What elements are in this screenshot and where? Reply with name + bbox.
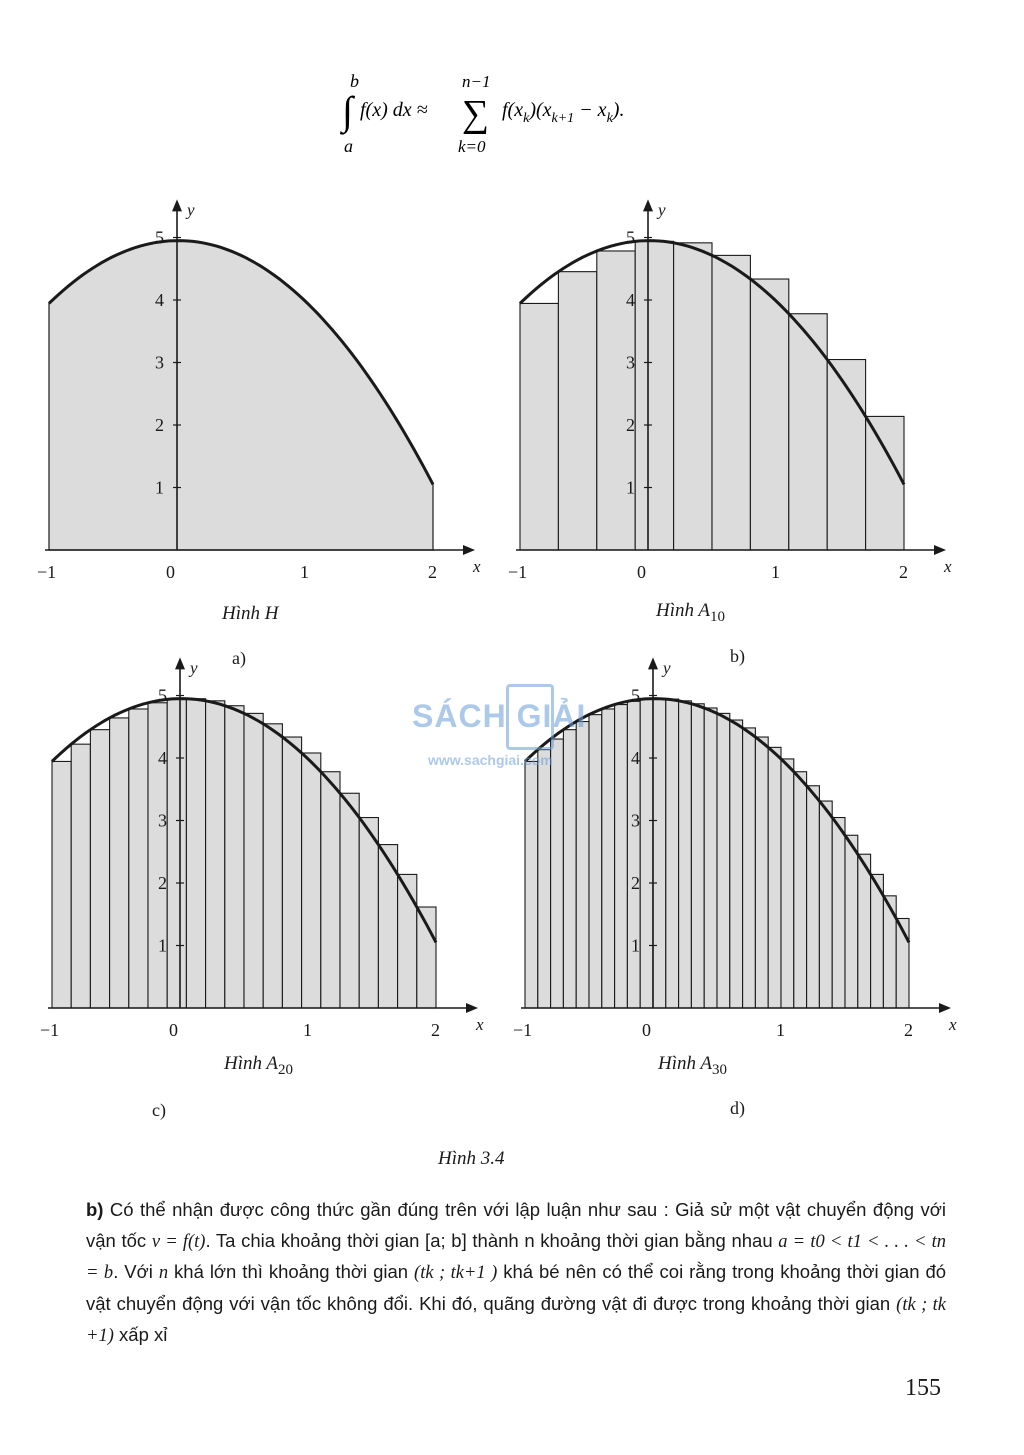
riemann-bar xyxy=(750,279,788,550)
riemann-bar xyxy=(730,720,743,1008)
watermark-title: SÁCH GIẢI xyxy=(412,698,587,734)
riemann-bar xyxy=(551,739,564,1008)
y-axis-label: y xyxy=(190,658,198,678)
riemann-bar xyxy=(186,699,205,1008)
paragraph-text-4: khá lớn thì khoảng thời gian xyxy=(168,1261,415,1282)
riemann-bar xyxy=(866,416,904,550)
riemann-bar xyxy=(858,854,871,1008)
y-tick-label: 5 xyxy=(626,227,635,248)
riemann-bar xyxy=(525,761,538,1008)
riemann-bar xyxy=(755,737,768,1008)
y-tick-label: 4 xyxy=(158,748,167,768)
x-tick-label: 0 xyxy=(169,1020,178,1040)
riemann-bar xyxy=(52,761,71,1008)
watermark-url: www.sachgiai.com xyxy=(428,752,553,768)
y-axis-label: y xyxy=(658,200,666,220)
riemann-bar xyxy=(615,705,628,1008)
label-c: c) xyxy=(152,1100,166,1120)
interval-expr-1: (tk ; tk+1 ) xyxy=(414,1263,498,1283)
y-axis-arrow xyxy=(175,657,185,669)
area-under-curve xyxy=(49,241,433,550)
formula-graphic xyxy=(330,70,730,165)
velocity-expr: v = f(t) xyxy=(151,1231,206,1252)
y-axis-arrow xyxy=(172,199,182,211)
riemann-bar xyxy=(520,303,558,550)
riemann-bar xyxy=(653,699,666,1008)
x-axis-label: x xyxy=(949,1015,957,1034)
riemann-bar xyxy=(302,753,321,1008)
x-axis-arrow xyxy=(939,1003,951,1013)
y-tick-label: 5 xyxy=(631,685,640,706)
caption-hinh-a20: Hình $A_{20}$ xyxy=(224,1053,294,1078)
y-axis-arrow xyxy=(643,199,653,211)
caption-hinh-a30: Hình $A_{30}$ xyxy=(658,1053,728,1078)
integral-sign: ∫ xyxy=(342,88,353,133)
riemann-bar xyxy=(640,699,653,1008)
paragraph-text-1: Có thể nhận được công thức gần đúng trên với lập luận như sau : Giả sử một vật chuyển động với vận tốc xyxy=(86,1199,946,1251)
riemann-bar xyxy=(110,718,129,1008)
y-tick-label: 2 xyxy=(626,415,635,435)
paragraph-text-6: xấp xỉ xyxy=(113,1324,168,1345)
caption-hinh-a10: Hình $A_{10}$ xyxy=(656,600,726,625)
riemann-bar xyxy=(167,699,186,1008)
paragraph-text-3: . Với xyxy=(113,1261,159,1282)
n-var: n xyxy=(158,1263,169,1283)
riemann-bar xyxy=(768,747,781,1008)
chart-hinh-h xyxy=(20,190,480,590)
y-tick-label: 1 xyxy=(626,477,635,498)
x-tick-label: 2 xyxy=(904,1020,913,1040)
label-a: a) xyxy=(232,648,246,668)
x-tick-label: 2 xyxy=(899,562,908,582)
y-tick-label: 2 xyxy=(155,415,164,435)
x-tick-label: 1 xyxy=(771,562,780,582)
label-d: d) xyxy=(730,1098,745,1118)
paragraph-lead: b) xyxy=(86,1199,104,1220)
x-axis-label: x xyxy=(476,1015,484,1034)
integrand: f(x) dx ≈ xyxy=(360,99,428,121)
sum-sign: ∑ xyxy=(462,93,490,135)
watermark xyxy=(412,680,612,775)
y-tick-label: 3 xyxy=(631,810,640,831)
riemann-bar xyxy=(712,255,750,550)
y-tick-label: 2 xyxy=(158,873,167,893)
interval-expr-2: (tk ; tk +1) xyxy=(86,1294,946,1346)
riemann-bar xyxy=(691,704,704,1008)
riemann-bar xyxy=(679,701,692,1008)
y-axis-arrow xyxy=(648,657,658,669)
riemann-bar xyxy=(359,818,378,1008)
riemann-bar xyxy=(225,706,244,1008)
figure-caption: Hình 3.4 xyxy=(438,1148,505,1169)
y-tick-label: 3 xyxy=(158,810,167,831)
x-tick-label: 2 xyxy=(428,562,437,582)
riemann-bar xyxy=(321,772,340,1008)
riemann-bar xyxy=(635,241,673,550)
riemann-bar xyxy=(717,713,730,1008)
riemann-bar xyxy=(789,314,827,550)
y-tick-label: 5 xyxy=(158,685,167,706)
riemann-bar xyxy=(129,709,148,1008)
label-b: b) xyxy=(730,646,745,666)
x-tick-label: 1 xyxy=(300,562,309,582)
x-tick-label: −1 xyxy=(508,562,528,582)
riemann-bar xyxy=(666,699,679,1008)
riemann-bar xyxy=(206,701,225,1008)
x-tick-label: 0 xyxy=(637,562,646,582)
riemann-bar xyxy=(340,793,359,1008)
x-tick-label: 0 xyxy=(642,1020,651,1040)
riemann-bar xyxy=(244,713,263,1008)
riemann-bar xyxy=(282,737,301,1008)
riemann-bar xyxy=(819,801,832,1008)
x-tick-label: −1 xyxy=(40,1020,60,1040)
y-tick-label: 3 xyxy=(626,352,635,373)
body-paragraph xyxy=(86,1195,946,1352)
x-axis-label: x xyxy=(473,557,481,576)
caption-hinh-h: Hình H xyxy=(222,603,279,624)
riemann-bar xyxy=(90,730,109,1008)
integral-upper-limit: b xyxy=(350,71,359,91)
y-axis-label: y xyxy=(187,200,195,220)
x-tick-label: 2 xyxy=(431,1020,440,1040)
riemann-bar xyxy=(71,744,90,1008)
riemann-bar xyxy=(398,874,417,1008)
riemann-bar xyxy=(794,772,807,1008)
x-tick-label: −1 xyxy=(513,1020,533,1040)
y-tick-label: 1 xyxy=(631,935,640,956)
riemann-bar xyxy=(263,724,282,1008)
riemann-bar xyxy=(704,708,717,1008)
paragraph-text-2: . Ta chia khoảng thời gian [a; b] thành n khoảng thời gian bằng nhau xyxy=(205,1229,779,1251)
sum-lower-limit: k=0 xyxy=(458,137,486,156)
y-axis-label: y xyxy=(663,658,671,678)
x-axis-label: x xyxy=(944,557,952,576)
x-axis-arrow xyxy=(463,545,475,555)
y-tick-label: 5 xyxy=(155,227,164,248)
y-tick-label: 1 xyxy=(155,477,164,498)
x-tick-label: 1 xyxy=(776,1020,785,1040)
y-tick-label: 4 xyxy=(155,290,164,310)
y-tick-label: 3 xyxy=(155,352,164,373)
x-tick-label: 0 xyxy=(166,562,175,582)
sum-upper-limit: n−1 xyxy=(462,72,491,91)
riemann-bar xyxy=(558,272,596,550)
riemann-bar xyxy=(781,759,794,1008)
x-axis-arrow xyxy=(934,545,946,555)
riemann-bar xyxy=(832,818,845,1008)
riemann-bar xyxy=(538,750,551,1008)
riemann-sum-formula xyxy=(330,70,730,165)
x-tick-label: −1 xyxy=(37,562,57,582)
summand: $f(x_k)(x_{k+1} - x_k)$. xyxy=(502,99,625,126)
chart-svg-a xyxy=(20,190,480,590)
x-axis-arrow xyxy=(466,1003,478,1013)
riemann-bar xyxy=(807,786,820,1008)
x-tick-label: 1 xyxy=(303,1020,312,1040)
y-tick-label: 4 xyxy=(626,290,635,310)
y-tick-label: 1 xyxy=(158,935,167,956)
riemann-bar xyxy=(845,835,858,1008)
y-tick-label: 4 xyxy=(631,748,640,768)
chart-svg-b xyxy=(490,190,960,590)
riemann-bar xyxy=(743,728,756,1008)
paragraph-text-5: khá bé nên có thể coi rằng trong khoảng thời gian đó vật chuyển động với vận tốc không đổi. Khi đó, quãng đường vật đi được trong khoảng thời gian xyxy=(86,1261,947,1314)
chart-hinh-a10 xyxy=(490,190,960,590)
partition-expr: a = t0 < t1 < . . . < tn = b xyxy=(86,1231,947,1283)
y-tick-label: 2 xyxy=(631,873,640,893)
integral-lower-limit: a xyxy=(344,136,353,156)
page-number: 155 xyxy=(905,1375,941,1401)
riemann-bar xyxy=(674,243,712,550)
